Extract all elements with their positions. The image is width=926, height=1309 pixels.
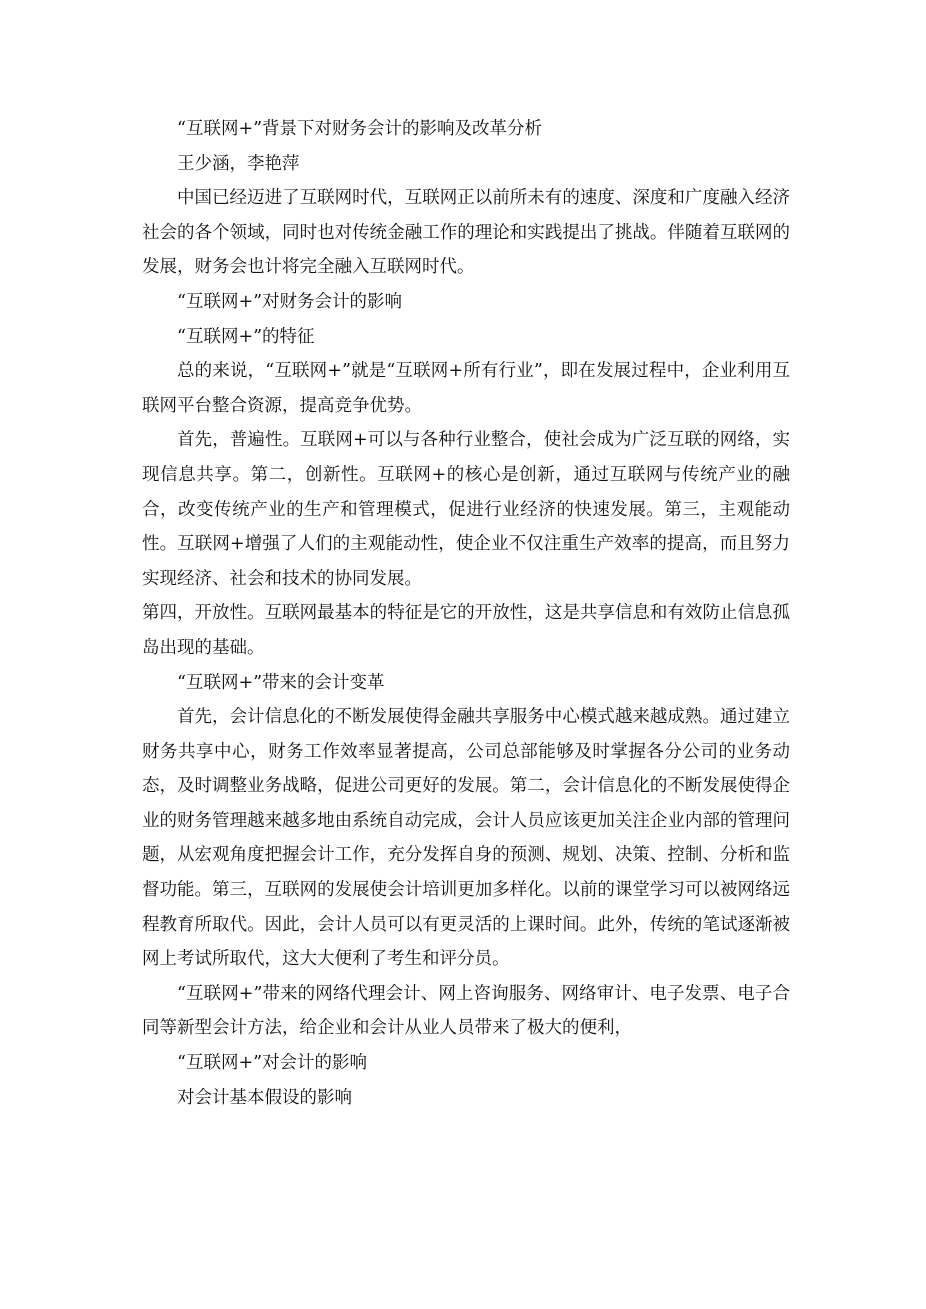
document-authors: 王少涵，李艳萍 xyxy=(177,153,300,174)
subsection-heading: “互联网+”的特征 xyxy=(177,326,315,347)
section-heading: “互联网+”对会计的影响 xyxy=(177,1053,368,1074)
body-paragraph: 总的来说，“互联网+”就是“互联网+所有行业”，即在发展过程中，企业利用互联网平台整合资源，提高竞争优势。 xyxy=(142,361,790,416)
body-paragraph: 首先，普遍性。互联网+可以与各种行业整合，使社会成为广泛互联的网络，实现信息共享。第二，创新性。互联网+的核心是创新，通过互联网与传统产业的融合，改变传统产业的生产和管理模式，促进行业经济的快速发展。第三，主观能动性。互联网+增强了人们的主观能动性，使企业不仅注重生产效率的提高，而且努力实现经济、社会和技术的协同发展。 xyxy=(142,430,790,589)
intro-paragraph: 中国已经迈进了互联网时代，互联网正以前所未有的速度、深度和广度融入经济社会的各个领域，同时也对传统金融工作的理论和实践提出了挑战。伴随着互联网的发展，财务会也计将完全融入互联网时代。 xyxy=(142,188,790,278)
body-paragraph: 首先，会计信息化的不断发展使得金融共享服务中心模式越来越成熟。通过建立财务共享中心，财务工作效率显著提高，公司总部能够及时掌握各分公司的业务动态，及时调整业务战略，促进公司更好的发展。第二，会计信息化的不断发展使得企业的财务管理越来越多地由系统自动完成，会计人员应该更加关注企业内部的管理问题，从宏观角度把握会计工作，充分发挥自身的预测、规划、决策、控制、分析和监督功能。第三，互联网的发展使会计培训更加多样化。以前的课堂学习可以被网络远程教育所取代。因此，会计人员可以有更灵活的上课时间。此外，传统的笔试逐渐被网上考试所取代，这大大便利了考生和评分员。 xyxy=(142,707,790,970)
document-title: “互联网+”背景下对财务会计的影响及改革分析 xyxy=(177,119,543,139)
section-heading: “互联网+”对财务会计的影响 xyxy=(177,291,403,312)
body-paragraph: 第四，开放性。互联网最基本的特征是它的开放性，这是共享信息和有效防止信息孤岛出现的基础。 xyxy=(142,603,790,658)
subsection-heading: “互联网+”带来的会计变革 xyxy=(177,672,385,693)
body-paragraph: “互联网+”带来的网络代理会计、网上咨询服务、网络审计、电子发票、电子合同等新型会计方法，给企业和会计从业人员带来了极大的便利， xyxy=(142,983,790,1039)
subsection-heading: 对会计基本假设的影响 xyxy=(177,1087,352,1108)
document-body xyxy=(142,112,790,1115)
